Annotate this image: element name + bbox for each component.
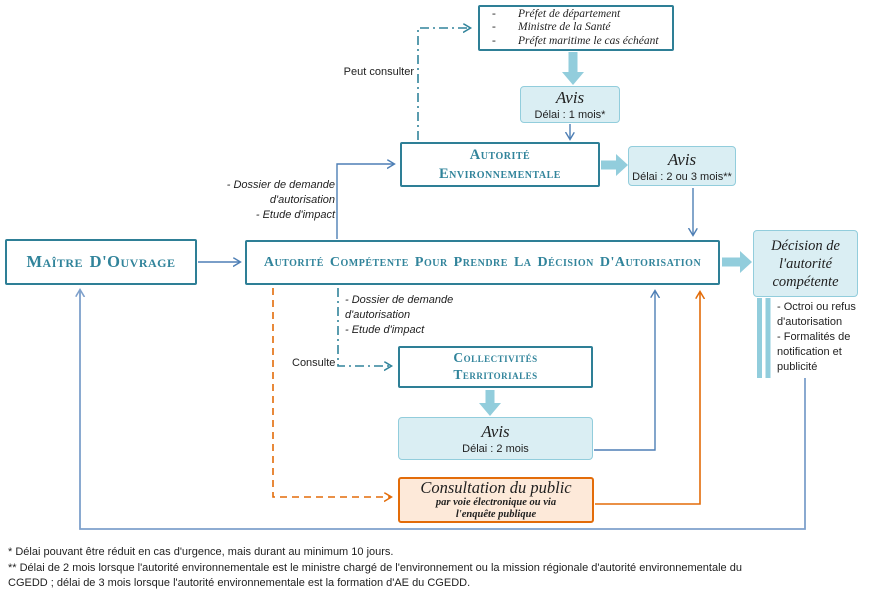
arrow-aviscollectivites-to-central [594,291,655,450]
peut-consulter-label: Peut consulter [343,66,414,78]
block-arrow-central-to-decision [722,251,752,273]
block-arrow-prefets-to-avis [562,52,584,85]
footnote-2: ** Délai de 2 mois lorsque l'autorité environnementale est le ministre chargé de l'environnement ou la mission régionale d'autorité environnementale du [8,561,742,574]
arrow-peut-consulter [418,28,470,140]
footnote-1: * Délai pouvant être réduit en cas d'urgence, mais durant au minimum 10 jours. [8,546,394,558]
block-arrow-autenv-to-avis [601,154,628,176]
consultation-public-box: Consultation du public par voie électronique ou via l'enquête publique [398,477,594,523]
dossier-demande-label-haut: - Dossier de demande d'autorisation - Etude d'impact [226,179,335,221]
avis-delay: Délai : 2 ou 3 mois** [632,170,732,183]
prefets-item: - Préfet maritime le cas échéant [492,34,659,47]
prefets-box [478,5,674,51]
avis-prefets-box [520,86,620,123]
arrow-central-to-autenv [337,164,394,239]
prefets-item: - Préfet de département [492,7,621,20]
avis-env-box [628,146,736,186]
consulte-label: Consulte [292,357,336,369]
avis-collectivites-box [398,417,593,460]
decision-box: Décision de l'autorité compétente [753,230,858,297]
autorite-environnementale-box: Autorité Environnementale [400,142,600,187]
prefets-item: - Ministre de la Santé [492,21,611,34]
decision-output-bar-1 [757,298,762,378]
avis-title: Avis [667,149,697,169]
avis-title: Avis [481,422,510,441]
autorite-competente-box: Autorité Compétente Pour Prendre La Décision D'Autorisation [245,240,720,285]
avis-delay: Délai : 2 mois [462,443,529,455]
collectivites-box: Collectivités Territoriales [398,346,593,388]
avis-title: Avis [555,88,585,107]
decision-notes: - Octroi ou refus d'autorisation - Formalités de notification et publicité [777,301,856,373]
block-arrow-collectivites-to-avis [479,390,501,416]
arrow-consultation-to-central [595,292,700,504]
avis-delay: Délai : 1 mois* [534,109,606,121]
decision-output-bar-2 [766,298,771,378]
footnotes [8,545,870,592]
dossier-demande-label-bas: - Dossier de demande d'autorisation - Etude d'impact [345,294,454,336]
maitre-ouvrage-box: Maître D'Ouvrage [5,239,197,285]
footnote-2-cont: CGEDD ; délai de 3 mois lorsque l'autorité environnementale est la formation d'AE du CGEDD. [8,577,471,589]
